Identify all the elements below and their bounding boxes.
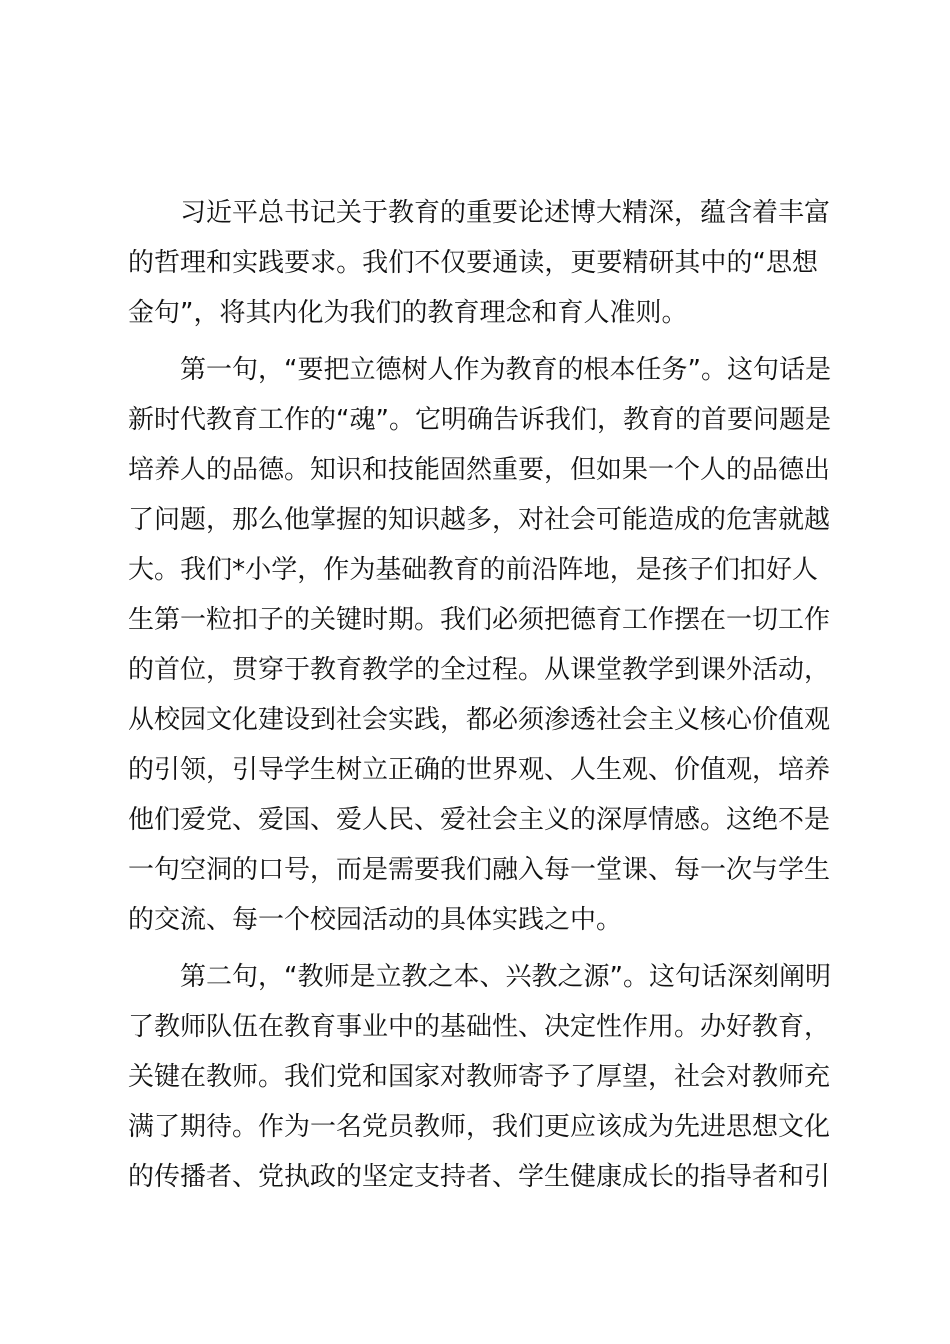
text-line: 金句”，将其内化为我们的教育理念和育人准则。	[128, 298, 688, 328]
text-line: 关键在教师。我们党和国家对教师寄予了厚望，社会对教师充	[128, 1062, 831, 1092]
text-line: 的交流、每一个校园活动的具体实践之中。	[128, 905, 623, 935]
text-line: 新时代教育工作的“魂”。它明确告诉我们，教育的首要问题是	[128, 405, 831, 435]
text-line: 第一句，“要把立德树人作为教育的根本任务”。这句话是	[180, 355, 831, 385]
text-line: 了教师队伍在教育事业中的基础性、决定性作用。办好教育，	[128, 1012, 831, 1042]
text-line: 培养人的品德。知识和技能固然重要，但如果一个人的品德出	[128, 455, 831, 485]
text-line: 他们爱党、爱国、爱人民、爱社会主义的深厚情感。这绝不是	[128, 805, 831, 835]
paragraph-intro	[128, 188, 831, 338]
text-line: 了问题，那么他掌握的知识越多，对社会可能造成的危害就越	[128, 505, 831, 535]
text-line: 从校园文化建设到社会实践，都必须渗透社会主义核心价值观	[128, 705, 831, 735]
text-line: 的引领，引导学生树立正确的世界观、人生观、价值观，培养	[128, 755, 831, 785]
text-line: 的首位，贯穿于教育教学的全过程。从课堂教学到课外活动，	[128, 655, 831, 685]
text-line: 的传播者、党执政的坚定支持者、学生健康成长的指导者和引	[128, 1162, 831, 1192]
text-line: 生第一粒扣子的关键时期。我们必须把德育工作摆在一切工作	[128, 605, 831, 635]
text-line: 大。我们*小学，作为基础教育的前沿阵地，是孩子们扣好人	[128, 555, 818, 585]
paragraph-first-quote	[128, 345, 831, 945]
text-line: 满了期待。作为一名党员教师，我们更应该成为先进思想文化	[128, 1112, 831, 1142]
paragraph-second-quote	[128, 952, 831, 1202]
text-line: 的哲理和实践要求。我们不仅要通读，更要精研其中的“思想	[128, 248, 818, 278]
text-line: 第二句，“教师是立教之本、兴教之源”。这句话深刻阐明	[180, 962, 831, 992]
text-line: 习近平总书记关于教育的重要论述博大精深，蕴含着丰富	[180, 198, 831, 228]
text-line: 一句空洞的口号，而是需要我们融入每一堂课、每一次与学生	[128, 855, 831, 885]
document-page	[128, 188, 831, 1209]
